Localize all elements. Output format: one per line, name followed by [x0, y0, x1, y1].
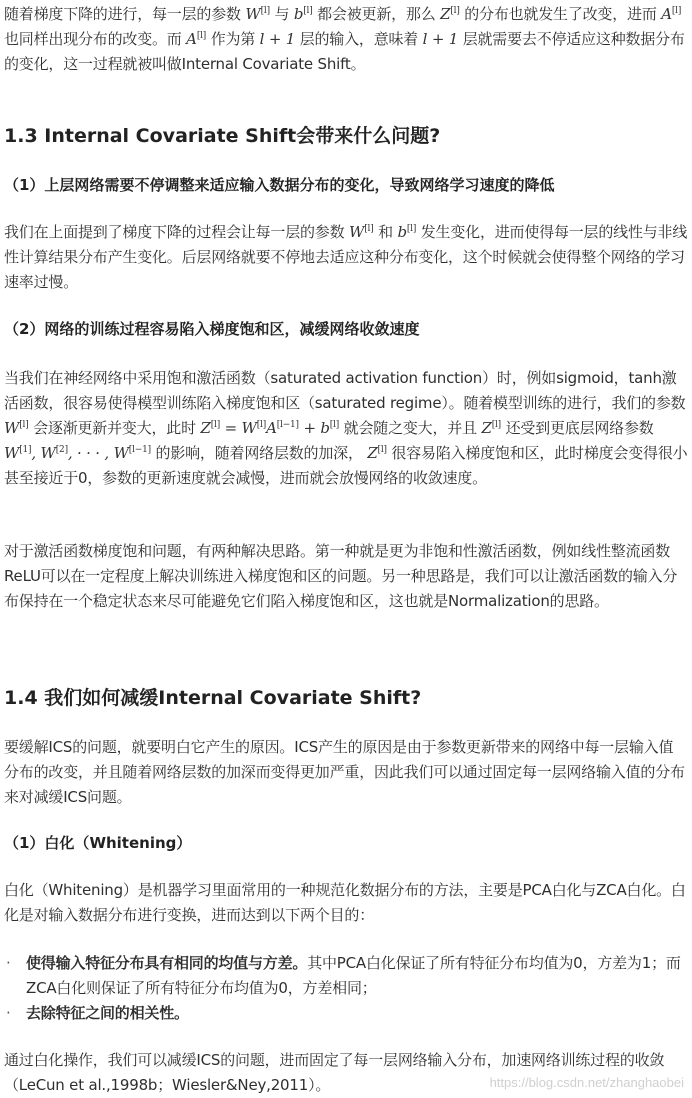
math-l-plus-1: l + 1 [259, 30, 296, 48]
paragraph-ics-cause [4, 735, 688, 810]
paragraph-conclusion [4, 1048, 688, 1098]
heading-text: 1.3 Internal Covariate Shift会带来什么问题? [4, 125, 441, 147]
list-item [4, 1001, 688, 1026]
bullet-icon: · [6, 954, 11, 972]
math-b-l: b[l] [397, 223, 417, 241]
text: 我们在上面提到了梯度下降的过程会让每一层的参数 [4, 223, 349, 241]
math-Z-l: Z[l] [481, 419, 501, 437]
subheading-text: （2）网络的训练过程容易陷入梯度饱和区，减缓网络收敛速度 [4, 320, 420, 338]
subheading-1-3-1 [4, 173, 688, 198]
text: 层就需要去不停适应这种数据分布的变化，这一过程就被叫做Internal Covariate Shift。 [4, 30, 685, 73]
subheading-1-4-1 [4, 831, 688, 856]
text: 与 [269, 5, 294, 23]
text: 也同样出现分布的改变。而 [4, 30, 187, 48]
text: 很容易陷入梯度饱和区，此时梯度会变得很小甚至接近于0，参数的更新速度就会减慢，进而就会放慢网络的收敛速度。 [4, 444, 688, 487]
math-W-l: W[l] [4, 419, 29, 437]
text: 的分布也就发生了改变，进而 [459, 5, 662, 23]
math-Z-l: Z[l] [367, 444, 387, 462]
text: 当我们在神经网络中采用饱和激活函数（saturated activation function）时，例如sigmoid，tanh激活函数，很容易使得模型训练陷入梯度饱和区（saturated regime）。随着模型训练的进行，我们的参数 [4, 369, 686, 412]
math-l-plus-1: l + 1 [422, 30, 459, 48]
math-W-l: W[l] [348, 223, 374, 241]
section-heading-1-3 [4, 122, 688, 150]
math-b-l: b[l] [293, 5, 313, 23]
math-A-l: A[l] [661, 5, 682, 23]
math-W-sequence: W[1], W[2], · · · , W[l−1] [4, 444, 151, 462]
intro-paragraph [4, 2, 688, 77]
math-Z-l: Z[l] [440, 5, 460, 23]
section-heading-1-4 [4, 684, 688, 712]
bold-text: 去除特征之间的相关性。 [26, 1004, 189, 1022]
whitening-goals-list [4, 951, 688, 1026]
subheading-1-3-2 [4, 317, 688, 342]
text: 层的输入，意味着 [295, 30, 423, 48]
text: 作为第 [206, 30, 260, 48]
paragraph-learning-speed [4, 220, 688, 295]
text: 通过白化操作，我们可以减缓ICS的问题，进而固定了每一层网络输入分布，加速网络训练过程的收敛（LeCun et al.,1998b；Wiesler&Ney,2011）。 [4, 1051, 665, 1094]
text: 其中PCA白化保证了所有特征分布均值为0，方差为1；而ZCA白化则保证了所有特征分布均值为0，方差相同； [26, 954, 681, 997]
text: 随着梯度下降的进行，每一层的参数 [4, 5, 246, 23]
bullet-icon: · [6, 1004, 11, 1022]
text: 和 [373, 223, 398, 241]
bold-text: 使得输入特征分布具有相同的均值与方差。 [26, 954, 308, 972]
list-item [4, 951, 688, 1001]
math-W-l: W[l] [245, 5, 270, 23]
paragraph-whitening [4, 878, 688, 928]
math-A-l: A[l] [186, 30, 207, 48]
text: 对于激活函数梯度饱和问题，有两种解决思路。第一种就是更为非饱和性激活函数，例如线性整流函数ReLU可以在一定程度上解决训练进入梯度饱和区的问题。另一种思路是，我们可以让激活函数的输入分布保持在一个稳定状态来尽可能避免它们陷入梯度饱和区，这也就是Normalization的思路。 [4, 542, 678, 610]
subheading-text: （1）上层网络需要不停调整来适应输入数据分布的变化，导致网络学习速度的降低 [4, 176, 555, 194]
heading-text: 1.4 我们如何减缓Internal Covariate Shift? [4, 687, 422, 709]
paragraph-saturation [4, 366, 688, 491]
text: 发生变化，进而使得每一层的线性与非线性计算结果分布产生变化。后层网络就要不停地去适应这种分布变化，这个时候就会使得整个网络的学习速率过慢。 [4, 223, 688, 291]
text: 白化（Whitening）是机器学习里面常用的一种规范化数据分布的方法，主要是PCA白化与ZCA白化。白化是对输入数据分布进行变换，进而达到以下两个目的： [4, 881, 686, 924]
text: 还受到更底层网络参数 [501, 419, 654, 437]
text: 都会被更新，那么 [312, 5, 441, 23]
text: 要缓解ICS的问题，就要明白它产生的原因。ICS产生的原因是由于参数更新带来的网络中每一层输入值分布的改变，并且随着网络层数的加深而变得更加严重，因此我们可以通过固定每一层网络输入值的分布来对减缓ICS问题。 [4, 738, 685, 806]
text: 的影响，随着网络层数的加深， [150, 444, 368, 462]
subheading-text: （1）白化（Whitening） [4, 834, 192, 852]
text: 就会随之变大，并且 [339, 419, 482, 437]
watermark: https://blog.csdn.net/zhanghaobei [489, 1075, 684, 1090]
math-Z-equation: Z[l] = W[l]A[l−1] + b[l] [200, 419, 340, 437]
text: 会逐渐更新并变大，此时 [28, 419, 201, 437]
paragraph-solutions [4, 539, 688, 614]
